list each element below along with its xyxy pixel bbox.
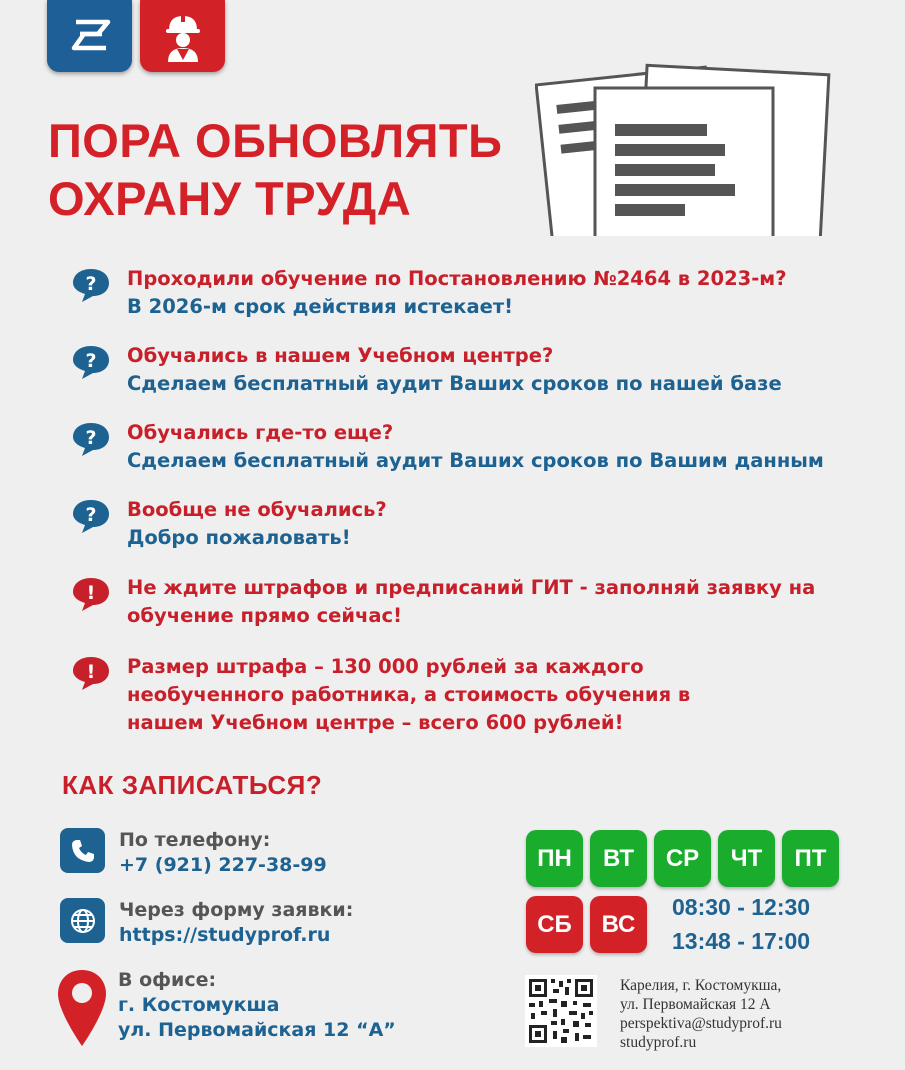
item-warning-line: Не ждите штрафов и предписаний ГИТ - заполняй заявку на: [127, 576, 816, 599]
phone-number[interactable]: +7 (921) 227-38-99: [119, 854, 327, 876]
day-fri: ПТ: [782, 830, 839, 887]
company-logo: [47, 0, 132, 72]
list-item-text: [127, 265, 787, 321]
worker-logo: [140, 0, 225, 72]
form-link[interactable]: https://studyprof.ru: [119, 924, 331, 946]
globe-icon: [60, 898, 105, 943]
day-sat: СБ: [526, 896, 583, 953]
form-label: Через форму заявки:: [119, 899, 354, 921]
page-title: [48, 112, 548, 228]
contact-office: [56, 968, 396, 1048]
phone-icon: [60, 828, 105, 873]
exclamation-icon: [72, 655, 110, 691]
question-icon: [72, 267, 110, 303]
footer-street: ул. Первомайская 12 А: [620, 996, 771, 1013]
svg-text:?: ?: [85, 350, 97, 372]
day-mon: ПН: [526, 830, 583, 887]
phone-label: По телефону:: [119, 829, 271, 851]
question-icon: [72, 344, 110, 380]
item-warning-line: обучение прямо сейчас!: [127, 604, 403, 627]
list-item-text: [127, 419, 824, 475]
svg-text:!: !: [86, 582, 96, 604]
item-answer: Сделаем бесплатный аудит Ваших сроков по нашей базе: [127, 372, 782, 395]
day-thu: ЧТ: [718, 830, 775, 887]
item-question: Обучались где-то еще?: [127, 421, 394, 444]
footer-site[interactable]: studyprof.ru: [620, 1034, 697, 1051]
svg-text:?: ?: [85, 273, 97, 295]
list-item: [72, 496, 872, 552]
list-item: [72, 265, 872, 321]
exclamation-icon: [72, 576, 110, 612]
svg-text:!: !: [86, 661, 96, 683]
svg-text:?: ?: [85, 427, 97, 449]
footer-region: Карелия, г. Костомукша,: [620, 977, 782, 994]
office-label: В офисе:: [118, 969, 217, 991]
title-line-2: ОХРАНУ ТРУДА: [48, 172, 412, 225]
location-pin-icon: [56, 968, 108, 1048]
hours-morning: 08:30 - 12:30: [672, 894, 811, 920]
day-tue: ВТ: [590, 830, 647, 887]
list-item-text: [127, 342, 782, 398]
list-item-text: [127, 496, 387, 552]
footer-address: [620, 976, 782, 1052]
list-item-text: [127, 653, 690, 737]
item-question: Обучались в нашем Учебном центре?: [127, 344, 554, 367]
hours-afternoon: 13:48 - 17:00: [672, 928, 811, 954]
item-warning-line: нашем Учебном центре – всего 600 рублей!: [127, 711, 624, 734]
contact-form[interactable]: [60, 898, 353, 948]
list-item: [72, 342, 872, 398]
item-warning-line: Размер штрафа – 130 000 рублей за каждого: [127, 655, 644, 678]
title-line-1: ПОРА ОБНОВЛЯТЬ: [48, 114, 503, 167]
svg-text:?: ?: [85, 504, 97, 526]
item-answer: В 2026-м срок действия истекает!: [127, 295, 514, 318]
day-wed: СР: [654, 830, 711, 887]
item-answer: Сделаем бесплатный аудит Ваших сроков по Вашим данным: [127, 449, 824, 472]
item-answer: Добро пожаловать!: [127, 526, 351, 549]
list-item: [72, 653, 872, 737]
logo-mark-icon: [62, 16, 118, 56]
item-question: Проходили обучение по Постановлению №2464 в 2023-м?: [127, 267, 787, 290]
day-sun: ВС: [590, 896, 647, 953]
list-item: [72, 419, 872, 475]
section-title: КАК ЗАПИСАТЬСЯ?: [62, 770, 323, 800]
documents-illustration: [535, 36, 835, 236]
item-warning-line: необученного работника, а стоимость обучения в: [127, 683, 691, 706]
question-icon: [72, 421, 110, 457]
contact-phone[interactable]: [60, 828, 327, 878]
office-city: г. Костомукша: [118, 994, 280, 1016]
office-street: ул. Первомайская 12 “А”: [118, 1019, 396, 1041]
list-item-text: [127, 574, 815, 630]
question-icon: [72, 498, 110, 534]
footer-email[interactable]: perspektiva@studyprof.ru: [620, 1015, 782, 1032]
item-question: Вообще не обучались?: [127, 498, 387, 521]
qr-code[interactable]: [525, 975, 597, 1047]
worker-helmet-icon: [158, 10, 208, 62]
list-item: [72, 574, 872, 630]
